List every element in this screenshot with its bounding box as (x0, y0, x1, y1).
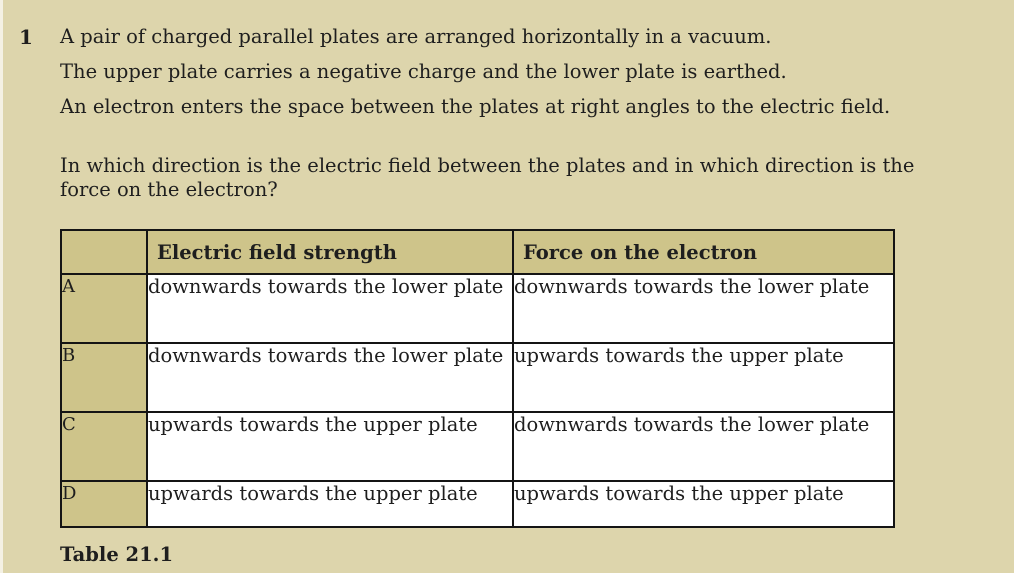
question-text-3: An electron enters the space between the plates at right angles to the electric field. (60, 95, 891, 118)
field-direction-cell: downwards towards the lower plate (147, 274, 513, 343)
force-direction-cell: upwards towards the upper plate (513, 481, 894, 527)
field-direction-cell: upwards towards the upper plate (147, 481, 513, 527)
header-force: Force on the electron (513, 230, 894, 274)
force-direction-cell: downwards towards the lower plate (513, 274, 894, 343)
field-direction-cell: upwards towards the upper plate (147, 412, 513, 481)
table-row[interactable] (61, 274, 894, 343)
force-direction-cell: downwards towards the lower plate (513, 412, 894, 481)
field-direction-cell: downwards towards the lower plate (147, 343, 513, 412)
option-letter[interactable]: D (61, 481, 147, 527)
option-letter[interactable]: A (61, 274, 147, 343)
option-letter[interactable]: C (61, 412, 147, 481)
force-direction-cell: upwards towards the upper plate (513, 343, 894, 412)
question-text-1: A pair of charged parallel plates are arranged horizontally in a vacuum. (60, 25, 772, 48)
option-letter[interactable]: B (61, 343, 147, 412)
question-text-2: The upper plate carries a negative charge and the lower plate is earthed. (60, 60, 787, 83)
table-header-row (61, 230, 894, 274)
table-corner-cell (61, 230, 147, 274)
table-row[interactable] (61, 481, 894, 527)
question-number: 1 (19, 25, 33, 49)
table-caption: Table 21.1 (60, 543, 174, 566)
header-electric-field: Electric field strength (147, 230, 513, 274)
question-text-4: In which direction is the electric field between the plates and in which direction is the force on the electron? (60, 154, 915, 201)
answer-table (60, 229, 895, 528)
table-row[interactable] (61, 343, 894, 412)
table-row[interactable] (61, 412, 894, 481)
